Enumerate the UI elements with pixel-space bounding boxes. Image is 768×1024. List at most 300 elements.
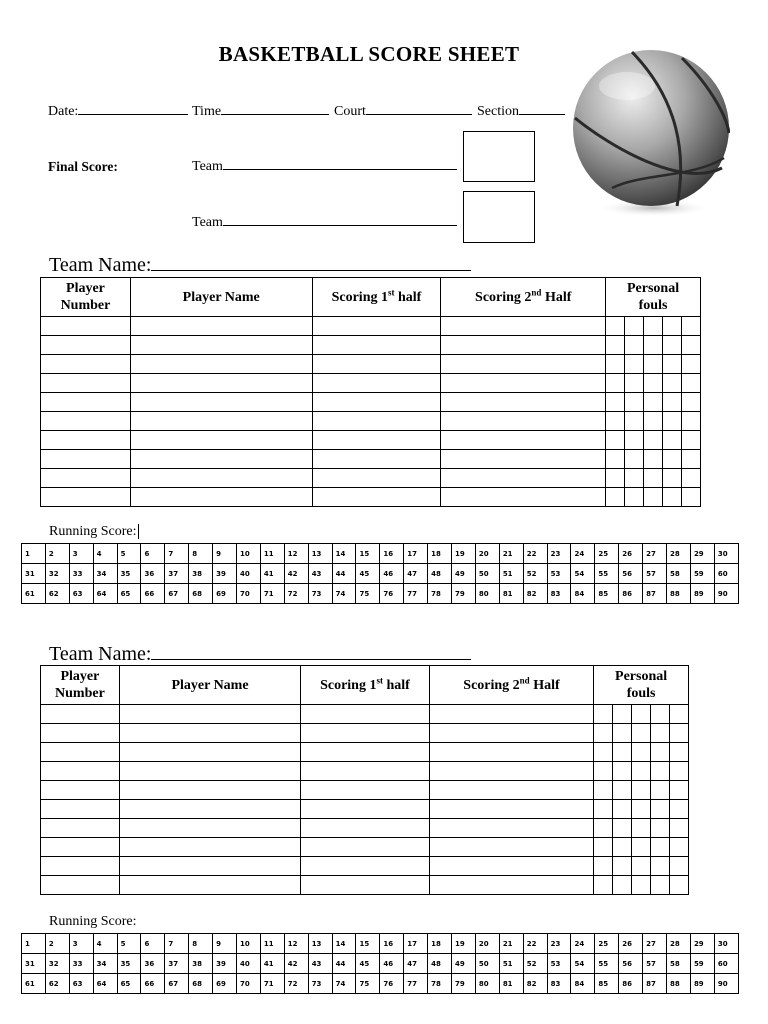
running-score-cell[interactable]: 40 xyxy=(237,564,261,584)
player-number-cell[interactable] xyxy=(41,724,120,743)
foul-box[interactable] xyxy=(651,838,670,857)
player-number-cell[interactable] xyxy=(41,355,131,374)
running-score-cell[interactable]: 41 xyxy=(260,564,284,584)
player-number-cell[interactable] xyxy=(41,431,131,450)
running-score-cell[interactable]: 37 xyxy=(165,954,189,974)
player-name-cell[interactable] xyxy=(119,724,300,743)
foul-box[interactable] xyxy=(594,838,613,857)
player-number-cell[interactable] xyxy=(41,800,120,819)
running-score-cell[interactable]: 59 xyxy=(690,564,714,584)
team-name-line-1[interactable] xyxy=(151,269,471,271)
running-score-cell[interactable]: 45 xyxy=(356,564,380,584)
player-name-cell[interactable] xyxy=(130,488,312,507)
foul-box[interactable] xyxy=(681,374,700,393)
running-score-cell[interactable]: 83 xyxy=(547,974,571,994)
foul-box[interactable] xyxy=(662,469,681,488)
running-score-cell[interactable]: 27 xyxy=(643,934,667,954)
running-score-cell[interactable]: 31 xyxy=(22,954,46,974)
running-score-cell[interactable]: 84 xyxy=(571,974,595,994)
running-score-cell[interactable]: 20 xyxy=(475,544,499,564)
running-score-cell[interactable]: 1 xyxy=(22,934,46,954)
scoring-1st-half-cell[interactable] xyxy=(312,412,441,431)
running-score-cell[interactable]: 85 xyxy=(595,974,619,994)
running-score-cell[interactable]: 58 xyxy=(667,564,691,584)
scoring-2nd-half-cell[interactable] xyxy=(441,450,606,469)
running-score-cell[interactable]: 88 xyxy=(667,584,691,604)
foul-box[interactable] xyxy=(669,743,688,762)
foul-box[interactable] xyxy=(651,743,670,762)
scoring-1st-half-cell[interactable] xyxy=(301,743,430,762)
foul-box[interactable] xyxy=(644,431,663,450)
foul-box[interactable] xyxy=(632,838,651,857)
foul-box[interactable] xyxy=(681,469,700,488)
running-score-cell[interactable]: 89 xyxy=(690,584,714,604)
scoring-1st-half-cell[interactable] xyxy=(312,336,441,355)
running-score-cell[interactable]: 25 xyxy=(595,544,619,564)
scoring-1st-half-cell[interactable] xyxy=(301,781,430,800)
running-score-cell[interactable]: 49 xyxy=(452,954,476,974)
foul-box[interactable] xyxy=(681,450,700,469)
running-score-cell[interactable]: 4 xyxy=(93,544,117,564)
running-score-cell[interactable]: 79 xyxy=(452,974,476,994)
running-score-cell[interactable]: 36 xyxy=(141,564,165,584)
running-score-cell[interactable]: 29 xyxy=(690,544,714,564)
running-score-cell[interactable]: 72 xyxy=(284,974,308,994)
foul-box[interactable] xyxy=(662,488,681,507)
running-score-cell[interactable]: 51 xyxy=(499,564,523,584)
foul-box[interactable] xyxy=(662,431,681,450)
running-score-cell[interactable]: 67 xyxy=(165,584,189,604)
running-score-cell[interactable]: 80 xyxy=(475,974,499,994)
running-score-cell[interactable]: 15 xyxy=(356,544,380,564)
running-score-cell[interactable]: 48 xyxy=(428,954,452,974)
foul-box[interactable] xyxy=(669,819,688,838)
running-score-cell[interactable]: 39 xyxy=(213,954,237,974)
foul-box[interactable] xyxy=(594,705,613,724)
player-number-cell[interactable] xyxy=(41,743,120,762)
foul-box[interactable] xyxy=(594,762,613,781)
running-score-cell[interactable]: 18 xyxy=(428,934,452,954)
running-score-cell[interactable]: 64 xyxy=(93,584,117,604)
foul-box[interactable] xyxy=(594,800,613,819)
running-score-cell[interactable]: 10 xyxy=(237,934,261,954)
player-name-cell[interactable] xyxy=(130,469,312,488)
running-score-cell[interactable]: 74 xyxy=(332,584,356,604)
foul-box[interactable] xyxy=(594,743,613,762)
player-number-cell[interactable] xyxy=(41,374,131,393)
scoring-2nd-half-cell[interactable] xyxy=(441,431,606,450)
running-score-cell[interactable]: 49 xyxy=(452,564,476,584)
foul-box[interactable] xyxy=(644,393,663,412)
running-score-cell[interactable]: 41 xyxy=(260,954,284,974)
foul-box[interactable] xyxy=(625,450,644,469)
running-score-cell[interactable]: 57 xyxy=(643,954,667,974)
running-score-cell[interactable]: 19 xyxy=(452,934,476,954)
running-score-cell[interactable]: 61 xyxy=(22,584,46,604)
running-score-cell[interactable]: 35 xyxy=(117,564,141,584)
running-score-cell[interactable]: 24 xyxy=(571,544,595,564)
running-score-cell[interactable]: 59 xyxy=(690,954,714,974)
scoring-1st-half-cell[interactable] xyxy=(301,800,430,819)
running-score-cell[interactable]: 52 xyxy=(523,564,547,584)
running-score-cell[interactable]: 18 xyxy=(428,544,452,564)
running-score-cell[interactable]: 54 xyxy=(571,954,595,974)
player-name-cell[interactable] xyxy=(130,431,312,450)
running-score-cell[interactable]: 62 xyxy=(45,974,69,994)
running-score-cell[interactable]: 6 xyxy=(141,934,165,954)
running-score-cell[interactable]: 42 xyxy=(284,564,308,584)
foul-box[interactable] xyxy=(662,336,681,355)
scoring-1st-half-cell[interactable] xyxy=(312,450,441,469)
running-score-cell[interactable]: 61 xyxy=(22,974,46,994)
running-score-cell[interactable]: 5 xyxy=(117,544,141,564)
running-score-cell[interactable]: 26 xyxy=(619,544,643,564)
player-name-cell[interactable] xyxy=(130,355,312,374)
running-score-cell[interactable]: 19 xyxy=(452,544,476,564)
scoring-1st-half-cell[interactable] xyxy=(312,393,441,412)
foul-box[interactable] xyxy=(651,705,670,724)
team2-field[interactable] xyxy=(192,215,457,231)
foul-box[interactable] xyxy=(606,431,625,450)
player-number-cell[interactable] xyxy=(41,819,120,838)
foul-box[interactable] xyxy=(594,857,613,876)
foul-box[interactable] xyxy=(644,317,663,336)
foul-box[interactable] xyxy=(644,374,663,393)
running-score-cell[interactable]: 68 xyxy=(189,584,213,604)
scoring-2nd-half-cell[interactable] xyxy=(441,336,606,355)
scoring-2nd-half-cell[interactable] xyxy=(429,743,593,762)
foul-box[interactable] xyxy=(606,355,625,374)
running-score-cell[interactable]: 33 xyxy=(69,954,93,974)
foul-box[interactable] xyxy=(681,488,700,507)
running-score-cell[interactable]: 38 xyxy=(189,564,213,584)
running-score-cell[interactable]: 30 xyxy=(714,934,738,954)
player-name-cell[interactable] xyxy=(130,317,312,336)
running-score-cell[interactable]: 3 xyxy=(69,934,93,954)
foul-box[interactable] xyxy=(681,431,700,450)
foul-box[interactable] xyxy=(606,336,625,355)
foul-box[interactable] xyxy=(613,800,632,819)
scoring-1st-half-cell[interactable] xyxy=(312,374,441,393)
player-number-cell[interactable] xyxy=(41,781,120,800)
running-score-cell[interactable]: 52 xyxy=(523,954,547,974)
running-score-cell[interactable]: 69 xyxy=(213,584,237,604)
scoring-2nd-half-cell[interactable] xyxy=(441,374,606,393)
running-score-cell[interactable]: 21 xyxy=(499,544,523,564)
running-score-cell[interactable]: 7 xyxy=(165,544,189,564)
player-number-cell[interactable] xyxy=(41,412,131,431)
scoring-1st-half-cell[interactable] xyxy=(312,488,441,507)
scoring-2nd-half-cell[interactable] xyxy=(441,393,606,412)
running-score-cell[interactable]: 35 xyxy=(117,954,141,974)
date-line[interactable] xyxy=(78,113,188,115)
scoring-2nd-half-cell[interactable] xyxy=(441,488,606,507)
foul-box[interactable] xyxy=(625,488,644,507)
running-score-cell[interactable]: 87 xyxy=(643,974,667,994)
court-line[interactable] xyxy=(366,113,472,115)
running-score-cell[interactable]: 7 xyxy=(165,934,189,954)
team2-line[interactable] xyxy=(223,224,457,226)
foul-box[interactable] xyxy=(681,393,700,412)
player-name-cell[interactable] xyxy=(130,450,312,469)
foul-box[interactable] xyxy=(669,705,688,724)
running-score-cell[interactable]: 67 xyxy=(165,974,189,994)
scoring-2nd-half-cell[interactable] xyxy=(429,838,593,857)
foul-box[interactable] xyxy=(681,317,700,336)
running-score-cell[interactable]: 28 xyxy=(667,934,691,954)
foul-box[interactable] xyxy=(644,355,663,374)
scoring-1st-half-cell[interactable] xyxy=(301,724,430,743)
running-score-cell[interactable]: 55 xyxy=(595,564,619,584)
foul-box[interactable] xyxy=(662,317,681,336)
running-score-cell[interactable]: 9 xyxy=(213,934,237,954)
running-score-cell[interactable]: 46 xyxy=(380,564,404,584)
running-score-cell[interactable]: 89 xyxy=(690,974,714,994)
foul-box[interactable] xyxy=(606,412,625,431)
foul-box[interactable] xyxy=(651,762,670,781)
running-score-cell[interactable]: 15 xyxy=(356,934,380,954)
running-score-cell[interactable]: 43 xyxy=(308,954,332,974)
foul-box[interactable] xyxy=(625,336,644,355)
running-score-cell[interactable]: 26 xyxy=(619,934,643,954)
foul-box[interactable] xyxy=(662,374,681,393)
section-line[interactable] xyxy=(519,113,565,115)
running-score-cell[interactable]: 2 xyxy=(45,934,69,954)
foul-box[interactable] xyxy=(632,800,651,819)
running-score-cell[interactable]: 66 xyxy=(141,584,165,604)
running-score-cell[interactable]: 79 xyxy=(452,584,476,604)
player-name-cell[interactable] xyxy=(119,743,300,762)
player-number-cell[interactable] xyxy=(41,838,120,857)
foul-box[interactable] xyxy=(625,374,644,393)
foul-box[interactable] xyxy=(613,857,632,876)
running-score-cell[interactable]: 8 xyxy=(189,544,213,564)
foul-box[interactable] xyxy=(632,819,651,838)
running-score-cell[interactable]: 30 xyxy=(714,544,738,564)
running-score-cell[interactable]: 31 xyxy=(22,564,46,584)
team-name-field-1[interactable] xyxy=(49,254,471,277)
foul-box[interactable] xyxy=(669,800,688,819)
running-score-cell[interactable]: 65 xyxy=(117,974,141,994)
running-score-cell[interactable]: 75 xyxy=(356,974,380,994)
running-score-cell[interactable]: 56 xyxy=(619,564,643,584)
foul-box[interactable] xyxy=(625,317,644,336)
running-score-cell[interactable]: 27 xyxy=(643,544,667,564)
foul-box[interactable] xyxy=(632,724,651,743)
running-score-cell[interactable]: 29 xyxy=(690,934,714,954)
foul-box[interactable] xyxy=(644,488,663,507)
running-score-cell[interactable]: 65 xyxy=(117,584,141,604)
scoring-2nd-half-cell[interactable] xyxy=(429,724,593,743)
foul-box[interactable] xyxy=(662,450,681,469)
foul-box[interactable] xyxy=(651,800,670,819)
scoring-1st-half-cell[interactable] xyxy=(312,355,441,374)
running-score-cell[interactable]: 86 xyxy=(619,974,643,994)
foul-box[interactable] xyxy=(651,819,670,838)
running-score-cell[interactable]: 50 xyxy=(475,954,499,974)
player-number-cell[interactable] xyxy=(41,317,131,336)
running-score-cell[interactable]: 87 xyxy=(643,584,667,604)
team1-score-box[interactable] xyxy=(463,131,535,182)
running-score-cell[interactable]: 51 xyxy=(499,954,523,974)
running-score-cell[interactable]: 9 xyxy=(213,544,237,564)
scoring-2nd-half-cell[interactable] xyxy=(429,800,593,819)
foul-box[interactable] xyxy=(681,355,700,374)
foul-box[interactable] xyxy=(606,450,625,469)
running-score-cell[interactable]: 3 xyxy=(69,544,93,564)
running-score-cell[interactable]: 14 xyxy=(332,544,356,564)
date-field[interactable] xyxy=(48,104,188,120)
foul-box[interactable] xyxy=(613,762,632,781)
foul-box[interactable] xyxy=(681,336,700,355)
foul-box[interactable] xyxy=(613,705,632,724)
running-score-cell[interactable]: 77 xyxy=(404,584,428,604)
running-score-cell[interactable]: 69 xyxy=(213,974,237,994)
team1-line[interactable] xyxy=(223,168,457,170)
running-score-cell[interactable]: 66 xyxy=(141,974,165,994)
foul-box[interactable] xyxy=(606,469,625,488)
running-score-cell[interactable]: 70 xyxy=(237,584,261,604)
running-score-cell[interactable]: 81 xyxy=(499,584,523,604)
running-score-cell[interactable]: 50 xyxy=(475,564,499,584)
scoring-1st-half-cell[interactable] xyxy=(301,876,430,895)
team1-field[interactable] xyxy=(192,159,457,175)
scoring-2nd-half-cell[interactable] xyxy=(441,412,606,431)
scoring-2nd-half-cell[interactable] xyxy=(429,762,593,781)
running-score-cell[interactable]: 40 xyxy=(237,954,261,974)
foul-box[interactable] xyxy=(651,781,670,800)
player-number-cell[interactable] xyxy=(41,450,131,469)
running-score-cell[interactable]: 28 xyxy=(667,544,691,564)
running-score-cell[interactable]: 88 xyxy=(667,974,691,994)
running-score-cell[interactable]: 22 xyxy=(523,544,547,564)
time-line[interactable] xyxy=(221,113,329,115)
running-score-cell[interactable]: 71 xyxy=(260,974,284,994)
running-score-cell[interactable]: 43 xyxy=(308,564,332,584)
running-score-cell[interactable]: 90 xyxy=(714,584,738,604)
running-score-cell[interactable]: 11 xyxy=(260,544,284,564)
player-number-cell[interactable] xyxy=(41,762,120,781)
foul-box[interactable] xyxy=(632,876,651,895)
running-score-cell[interactable]: 20 xyxy=(475,934,499,954)
scoring-1st-half-cell[interactable] xyxy=(312,431,441,450)
running-score-cell[interactable]: 17 xyxy=(404,544,428,564)
foul-box[interactable] xyxy=(632,743,651,762)
running-score-cell[interactable]: 48 xyxy=(428,564,452,584)
section-field[interactable] xyxy=(477,104,565,120)
player-name-cell[interactable] xyxy=(130,412,312,431)
scoring-1st-half-cell[interactable] xyxy=(301,819,430,838)
player-name-cell[interactable] xyxy=(130,336,312,355)
foul-box[interactable] xyxy=(669,781,688,800)
foul-box[interactable] xyxy=(669,876,688,895)
foul-box[interactable] xyxy=(669,724,688,743)
foul-box[interactable] xyxy=(651,876,670,895)
running-score-cell[interactable]: 90 xyxy=(714,974,738,994)
foul-box[interactable] xyxy=(594,876,613,895)
running-score-cell[interactable]: 1 xyxy=(22,544,46,564)
foul-box[interactable] xyxy=(613,724,632,743)
foul-box[interactable] xyxy=(594,724,613,743)
running-score-cell[interactable]: 32 xyxy=(45,954,69,974)
running-score-cell[interactable]: 78 xyxy=(428,584,452,604)
running-score-cell[interactable]: 8 xyxy=(189,934,213,954)
player-name-cell[interactable] xyxy=(119,781,300,800)
foul-box[interactable] xyxy=(644,336,663,355)
foul-box[interactable] xyxy=(632,705,651,724)
running-score-cell[interactable]: 11 xyxy=(260,934,284,954)
foul-box[interactable] xyxy=(644,469,663,488)
time-field[interactable] xyxy=(192,104,329,120)
running-score-cell[interactable]: 47 xyxy=(404,954,428,974)
running-score-cell[interactable]: 21 xyxy=(499,934,523,954)
running-score-cell[interactable]: 16 xyxy=(380,934,404,954)
scoring-1st-half-cell[interactable] xyxy=(301,857,430,876)
player-name-cell[interactable] xyxy=(119,857,300,876)
player-name-cell[interactable] xyxy=(119,876,300,895)
running-score-cell[interactable]: 78 xyxy=(428,974,452,994)
running-score-cell[interactable]: 83 xyxy=(547,584,571,604)
running-score-cell[interactable]: 76 xyxy=(380,584,404,604)
running-score-cell[interactable]: 44 xyxy=(332,564,356,584)
player-number-cell[interactable] xyxy=(41,469,131,488)
running-score-cell[interactable]: 16 xyxy=(380,544,404,564)
running-score-cell[interactable]: 54 xyxy=(571,564,595,584)
running-score-cell[interactable]: 47 xyxy=(404,564,428,584)
foul-box[interactable] xyxy=(625,393,644,412)
running-score-cell[interactable]: 68 xyxy=(189,974,213,994)
player-number-cell[interactable] xyxy=(41,393,131,412)
running-score-cell[interactable]: 45 xyxy=(356,954,380,974)
player-number-cell[interactable] xyxy=(41,705,120,724)
player-number-cell[interactable] xyxy=(41,488,131,507)
running-score-cell[interactable]: 32 xyxy=(45,564,69,584)
player-name-cell[interactable] xyxy=(119,705,300,724)
foul-box[interactable] xyxy=(662,355,681,374)
foul-box[interactable] xyxy=(669,857,688,876)
running-score-cell[interactable]: 4 xyxy=(93,934,117,954)
player-number-cell[interactable] xyxy=(41,336,131,355)
scoring-2nd-half-cell[interactable] xyxy=(429,781,593,800)
player-name-cell[interactable] xyxy=(130,374,312,393)
team2-score-box[interactable] xyxy=(463,191,535,243)
scoring-1st-half-cell[interactable] xyxy=(301,705,430,724)
running-score-cell[interactable]: 86 xyxy=(619,584,643,604)
running-score-cell[interactable]: 22 xyxy=(523,934,547,954)
scoring-1st-half-cell[interactable] xyxy=(312,317,441,336)
running-score-cell[interactable]: 34 xyxy=(93,954,117,974)
running-score-cell[interactable]: 81 xyxy=(499,974,523,994)
running-score-cell[interactable]: 60 xyxy=(714,564,738,584)
foul-box[interactable] xyxy=(625,431,644,450)
running-score-cell[interactable]: 53 xyxy=(547,954,571,974)
foul-box[interactable] xyxy=(632,762,651,781)
player-name-cell[interactable] xyxy=(119,819,300,838)
scoring-2nd-half-cell[interactable] xyxy=(429,857,593,876)
running-score-cell[interactable]: 72 xyxy=(284,584,308,604)
running-score-cell[interactable]: 25 xyxy=(595,934,619,954)
foul-box[interactable] xyxy=(662,393,681,412)
player-number-cell[interactable] xyxy=(41,857,120,876)
foul-box[interactable] xyxy=(669,838,688,857)
running-score-cell[interactable]: 77 xyxy=(404,974,428,994)
court-field[interactable] xyxy=(334,104,472,120)
foul-box[interactable] xyxy=(613,838,632,857)
foul-box[interactable] xyxy=(606,317,625,336)
foul-box[interactable] xyxy=(613,819,632,838)
scoring-2nd-half-cell[interactable] xyxy=(441,317,606,336)
foul-box[interactable] xyxy=(606,393,625,412)
